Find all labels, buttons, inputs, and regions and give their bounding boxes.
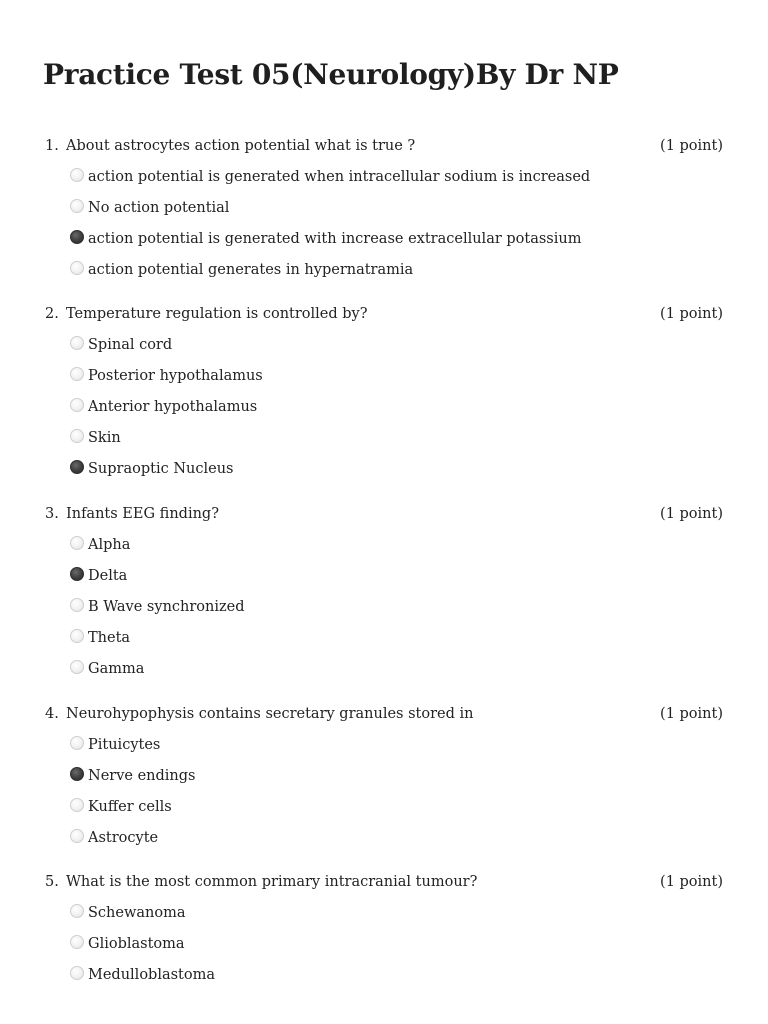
option-label[interactable]: Kuffer cells bbox=[88, 799, 172, 815]
radio-button[interactable] bbox=[70, 935, 84, 949]
radio-button[interactable] bbox=[70, 966, 84, 980]
option-label[interactable]: Nerve endings bbox=[88, 768, 196, 784]
question-4 bbox=[0, 702, 768, 859]
option-item[interactable] bbox=[0, 597, 768, 628]
option-label[interactable]: Medulloblastoma bbox=[88, 967, 216, 983]
radio-button[interactable] bbox=[70, 460, 84, 474]
option-label[interactable]: Theta bbox=[88, 630, 131, 646]
option-item[interactable] bbox=[0, 903, 768, 934]
radio-button[interactable] bbox=[70, 660, 84, 674]
radio-button[interactable] bbox=[70, 829, 84, 843]
question-1 bbox=[0, 134, 768, 291]
radio-button[interactable] bbox=[70, 798, 84, 812]
question-text: Neurohypophysis contains secretary granules stored in bbox=[66, 706, 474, 722]
option-list bbox=[0, 903, 768, 996]
option-item[interactable] bbox=[0, 459, 768, 490]
option-label[interactable]: Delta bbox=[88, 568, 128, 584]
option-label[interactable]: Supraoptic Nucleus bbox=[88, 461, 234, 477]
option-list bbox=[0, 335, 768, 490]
question-header bbox=[0, 502, 768, 526]
option-item[interactable] bbox=[0, 335, 768, 366]
page-title: Practice Test 05(Neurology)By Dr NP bbox=[43, 58, 619, 91]
question-text: What is the most common primary intracranial tumour? bbox=[66, 874, 478, 890]
option-list bbox=[0, 167, 768, 291]
radio-button[interactable] bbox=[70, 767, 84, 781]
question-header bbox=[0, 134, 768, 158]
radio-button[interactable] bbox=[70, 199, 84, 213]
question-points: (1 point) bbox=[660, 706, 723, 722]
option-item[interactable] bbox=[0, 566, 768, 597]
question-number: 5. bbox=[45, 874, 59, 890]
option-label[interactable]: No action potential bbox=[88, 200, 230, 216]
question-points: (1 point) bbox=[660, 874, 723, 890]
question-points: (1 point) bbox=[660, 306, 723, 322]
radio-button[interactable] bbox=[70, 567, 84, 581]
radio-button[interactable] bbox=[70, 398, 84, 412]
option-item[interactable] bbox=[0, 828, 768, 859]
question-header bbox=[0, 870, 768, 894]
option-item[interactable] bbox=[0, 766, 768, 797]
option-list bbox=[0, 735, 768, 859]
option-label[interactable]: Skin bbox=[88, 430, 121, 446]
option-label[interactable]: Astrocyte bbox=[88, 830, 159, 846]
option-label[interactable]: Spinal cord bbox=[88, 337, 173, 353]
option-item[interactable] bbox=[0, 628, 768, 659]
option-label[interactable]: Schewanoma bbox=[88, 905, 186, 921]
question-points: (1 point) bbox=[660, 506, 723, 522]
option-item[interactable] bbox=[0, 260, 768, 291]
option-item[interactable] bbox=[0, 735, 768, 766]
radio-button[interactable] bbox=[70, 168, 84, 182]
question-number: 4. bbox=[45, 706, 59, 722]
option-label[interactable]: B Wave synchronized bbox=[88, 599, 245, 615]
question-5 bbox=[0, 870, 768, 996]
question-2 bbox=[0, 302, 768, 490]
radio-button[interactable] bbox=[70, 336, 84, 350]
option-item[interactable] bbox=[0, 535, 768, 566]
option-item[interactable] bbox=[0, 167, 768, 198]
option-item[interactable] bbox=[0, 428, 768, 459]
option-item[interactable] bbox=[0, 659, 768, 690]
option-item[interactable] bbox=[0, 934, 768, 965]
option-item[interactable] bbox=[0, 366, 768, 397]
option-label[interactable]: Alpha bbox=[88, 537, 131, 553]
option-label[interactable]: Gamma bbox=[88, 661, 145, 677]
option-list bbox=[0, 535, 768, 690]
option-item[interactable] bbox=[0, 229, 768, 260]
option-label[interactable]: Glioblastoma bbox=[88, 936, 185, 952]
option-item[interactable] bbox=[0, 397, 768, 428]
question-number: 3. bbox=[45, 506, 59, 522]
option-label[interactable]: action potential is generated when intracellular sodium is increased bbox=[88, 169, 591, 185]
radio-button[interactable] bbox=[70, 536, 84, 550]
option-label[interactable]: action potential is generated with increase extracellular potassium bbox=[88, 231, 582, 247]
radio-button[interactable] bbox=[70, 230, 84, 244]
question-number: 1. bbox=[45, 138, 59, 154]
radio-button[interactable] bbox=[70, 736, 84, 750]
option-item[interactable] bbox=[0, 797, 768, 828]
option-label[interactable]: Posterior hypothalamus bbox=[88, 368, 263, 384]
question-header bbox=[0, 702, 768, 726]
radio-button[interactable] bbox=[70, 629, 84, 643]
question-points: (1 point) bbox=[660, 138, 723, 154]
question-text: Infants EEG finding? bbox=[66, 506, 219, 522]
radio-button[interactable] bbox=[70, 904, 84, 918]
radio-button[interactable] bbox=[70, 429, 84, 443]
option-item[interactable] bbox=[0, 965, 768, 996]
question-text: About astrocytes action potential what is true ? bbox=[66, 138, 416, 154]
option-label[interactable]: Pituicytes bbox=[88, 737, 161, 753]
question-3 bbox=[0, 502, 768, 690]
option-label[interactable]: action potential generates in hypernatramia bbox=[88, 262, 414, 278]
question-number: 2. bbox=[45, 306, 59, 322]
radio-button[interactable] bbox=[70, 261, 84, 275]
radio-button[interactable] bbox=[70, 367, 84, 381]
option-label[interactable]: Anterior hypothalamus bbox=[88, 399, 258, 415]
radio-button[interactable] bbox=[70, 598, 84, 612]
question-header bbox=[0, 302, 768, 326]
question-text: Temperature regulation is controlled by? bbox=[66, 306, 368, 322]
option-item[interactable] bbox=[0, 198, 768, 229]
